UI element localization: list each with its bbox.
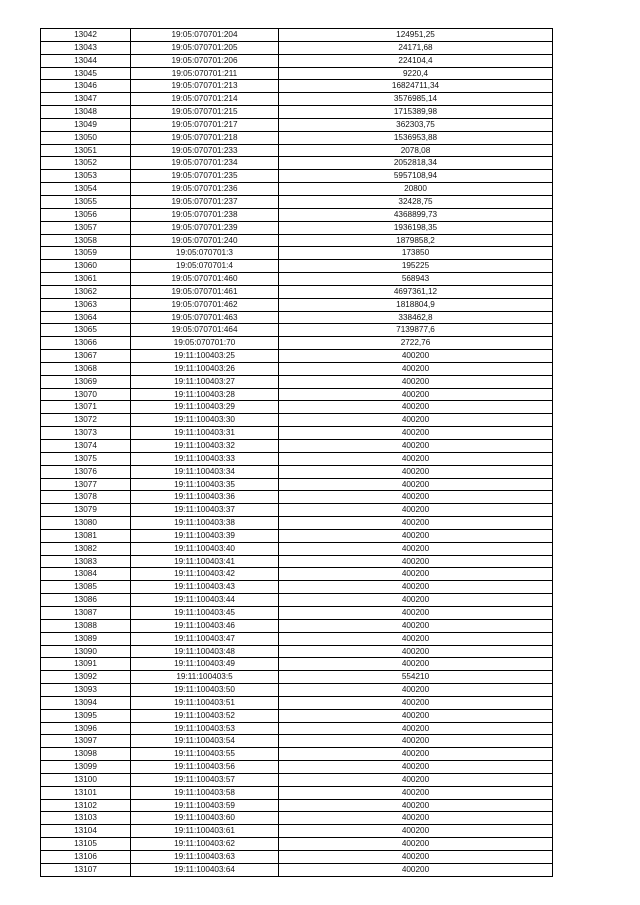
table-row [41, 838, 553, 851]
value-cell: 400200 [279, 838, 553, 851]
table-row [41, 517, 553, 530]
table-row [41, 183, 553, 196]
value-cell: 4368899,73 [279, 208, 553, 221]
value-cell: 400200 [279, 388, 553, 401]
cadastral-number-cell: 19:05:070701:205 [131, 41, 279, 54]
value-cell: 400200 [279, 851, 553, 864]
cadastral-number-cell: 19:11:100403:5 [131, 671, 279, 684]
table-row [41, 709, 553, 722]
table-row [41, 29, 553, 42]
cadastral-number-cell: 19:05:070701:70 [131, 337, 279, 350]
value-cell: 2078,08 [279, 144, 553, 157]
row-number-cell: 13058 [41, 234, 131, 247]
table-row [41, 285, 553, 298]
cadastral-number-cell: 19:05:070701:236 [131, 183, 279, 196]
row-number-cell: 13082 [41, 542, 131, 555]
cadastral-number-cell: 19:05:070701:217 [131, 118, 279, 131]
row-number-cell: 13051 [41, 144, 131, 157]
row-number-cell: 13096 [41, 722, 131, 735]
row-number-cell: 13076 [41, 465, 131, 478]
cadastral-number-cell: 19:11:100403:43 [131, 581, 279, 594]
table-row [41, 298, 553, 311]
value-cell: 400200 [279, 632, 553, 645]
table-row [41, 324, 553, 337]
table-row [41, 452, 553, 465]
value-cell: 400200 [279, 761, 553, 774]
cadastral-number-cell: 19:05:070701:206 [131, 54, 279, 67]
value-cell: 1715389,98 [279, 106, 553, 119]
cadastral-number-cell: 19:05:070701:464 [131, 324, 279, 337]
value-cell: 400200 [279, 581, 553, 594]
value-cell: 7139877,6 [279, 324, 553, 337]
cadastral-number-cell: 19:11:100403:58 [131, 786, 279, 799]
cadastral-number-cell: 19:11:100403:59 [131, 799, 279, 812]
cadastral-number-cell: 19:11:100403:57 [131, 773, 279, 786]
table-row [41, 812, 553, 825]
data-table [40, 28, 553, 877]
table-row [41, 594, 553, 607]
value-cell: 400200 [279, 517, 553, 530]
row-number-cell: 13081 [41, 529, 131, 542]
row-number-cell: 13086 [41, 594, 131, 607]
table-row [41, 260, 553, 273]
value-cell: 400200 [279, 812, 553, 825]
value-cell: 400200 [279, 863, 553, 876]
cadastral-number-cell: 19:11:100403:51 [131, 696, 279, 709]
value-cell: 16824711,34 [279, 80, 553, 93]
value-cell: 400200 [279, 440, 553, 453]
cadastral-number-cell: 19:05:070701:238 [131, 208, 279, 221]
table-row [41, 658, 553, 671]
row-number-cell: 13102 [41, 799, 131, 812]
value-cell: 24171,68 [279, 41, 553, 54]
row-number-cell: 13059 [41, 247, 131, 260]
table-row [41, 440, 553, 453]
cadastral-number-cell: 19:11:100403:38 [131, 517, 279, 530]
row-number-cell: 13103 [41, 812, 131, 825]
row-number-cell: 13099 [41, 761, 131, 774]
table-row [41, 93, 553, 106]
value-cell: 400200 [279, 401, 553, 414]
value-cell: 1536953,88 [279, 131, 553, 144]
row-number-cell: 13057 [41, 221, 131, 234]
table-row [41, 542, 553, 555]
cadastral-number-cell: 19:11:100403:45 [131, 606, 279, 619]
table-row [41, 491, 553, 504]
table-row [41, 350, 553, 363]
table-row [41, 851, 553, 864]
table-row [41, 401, 553, 414]
table-row [41, 568, 553, 581]
table-row [41, 80, 553, 93]
value-cell: 400200 [279, 735, 553, 748]
cadastral-number-cell: 19:05:070701:460 [131, 273, 279, 286]
cadastral-number-cell: 19:11:100403:64 [131, 863, 279, 876]
table-row [41, 337, 553, 350]
row-number-cell: 13083 [41, 555, 131, 568]
row-number-cell: 13064 [41, 311, 131, 324]
row-number-cell: 13062 [41, 285, 131, 298]
value-cell: 400200 [279, 606, 553, 619]
row-number-cell: 13104 [41, 825, 131, 838]
table-row [41, 478, 553, 491]
value-cell: 400200 [279, 414, 553, 427]
value-cell: 224104,4 [279, 54, 553, 67]
value-cell: 338462,8 [279, 311, 553, 324]
cadastral-number-cell: 19:11:100403:55 [131, 748, 279, 761]
cadastral-number-cell: 19:11:100403:28 [131, 388, 279, 401]
value-cell: 400200 [279, 568, 553, 581]
cadastral-number-cell: 19:11:100403:54 [131, 735, 279, 748]
cadastral-number-cell: 19:11:100403:42 [131, 568, 279, 581]
value-cell: 400200 [279, 542, 553, 555]
table-row [41, 696, 553, 709]
row-number-cell: 13061 [41, 273, 131, 286]
value-cell: 1936198,35 [279, 221, 553, 234]
value-cell: 362303,75 [279, 118, 553, 131]
value-cell: 3576985,14 [279, 93, 553, 106]
cadastral-number-cell: 19:11:100403:36 [131, 491, 279, 504]
value-cell: 400200 [279, 658, 553, 671]
table-row [41, 375, 553, 388]
table-row [41, 195, 553, 208]
cadastral-number-cell: 19:05:070701:204 [131, 29, 279, 42]
table-row [41, 799, 553, 812]
row-number-cell: 13060 [41, 260, 131, 273]
cadastral-number-cell: 19:11:100403:60 [131, 812, 279, 825]
row-number-cell: 13079 [41, 504, 131, 517]
table-row [41, 619, 553, 632]
table-row [41, 273, 553, 286]
value-cell: 32428,75 [279, 195, 553, 208]
row-number-cell: 13098 [41, 748, 131, 761]
table-row [41, 67, 553, 80]
cadastral-number-cell: 19:11:100403:50 [131, 684, 279, 697]
row-number-cell: 13063 [41, 298, 131, 311]
value-cell: 400200 [279, 645, 553, 658]
row-number-cell: 13047 [41, 93, 131, 106]
value-cell: 1818804,9 [279, 298, 553, 311]
cadastral-number-cell: 19:05:070701:233 [131, 144, 279, 157]
value-cell: 400200 [279, 799, 553, 812]
row-number-cell: 13050 [41, 131, 131, 144]
cadastral-number-cell: 19:11:100403:53 [131, 722, 279, 735]
row-number-cell: 13100 [41, 773, 131, 786]
value-cell: 400200 [279, 491, 553, 504]
value-cell: 1879858,2 [279, 234, 553, 247]
row-number-cell: 13044 [41, 54, 131, 67]
row-number-cell: 13088 [41, 619, 131, 632]
row-number-cell: 13068 [41, 362, 131, 375]
row-number-cell: 13073 [41, 427, 131, 440]
cadastral-number-cell: 19:11:100403:30 [131, 414, 279, 427]
value-cell: 400200 [279, 555, 553, 568]
value-cell: 400200 [279, 619, 553, 632]
value-cell: 4697361,12 [279, 285, 553, 298]
table-row [41, 606, 553, 619]
value-cell: 400200 [279, 594, 553, 607]
cadastral-number-cell: 19:11:100403:61 [131, 825, 279, 838]
value-cell: 400200 [279, 773, 553, 786]
row-number-cell: 13052 [41, 157, 131, 170]
value-cell: 400200 [279, 375, 553, 388]
table-row [41, 118, 553, 131]
table-row [41, 504, 553, 517]
table-row [41, 465, 553, 478]
cadastral-number-cell: 19:05:070701:234 [131, 157, 279, 170]
row-number-cell: 13046 [41, 80, 131, 93]
table-row [41, 388, 553, 401]
value-cell: 5957108,94 [279, 170, 553, 183]
value-cell: 400200 [279, 709, 553, 722]
cadastral-number-cell: 19:11:100403:34 [131, 465, 279, 478]
cadastral-number-cell: 19:11:100403:52 [131, 709, 279, 722]
row-number-cell: 13090 [41, 645, 131, 658]
table-row [41, 529, 553, 542]
cadastral-number-cell: 19:11:100403:40 [131, 542, 279, 555]
cadastral-number-cell: 19:11:100403:41 [131, 555, 279, 568]
value-cell: 400200 [279, 529, 553, 542]
table-row [41, 863, 553, 876]
cadastral-number-cell: 19:05:070701:214 [131, 93, 279, 106]
value-cell: 2052818,34 [279, 157, 553, 170]
table-row [41, 106, 553, 119]
table-row [41, 735, 553, 748]
table-row [41, 825, 553, 838]
cadastral-number-cell: 19:11:100403:27 [131, 375, 279, 388]
row-number-cell: 13097 [41, 735, 131, 748]
value-cell: 173850 [279, 247, 553, 260]
cadastral-number-cell: 19:05:070701:235 [131, 170, 279, 183]
table-row [41, 414, 553, 427]
value-cell: 400200 [279, 504, 553, 517]
table-row [41, 645, 553, 658]
row-number-cell: 13078 [41, 491, 131, 504]
value-cell: 400200 [279, 465, 553, 478]
row-number-cell: 13071 [41, 401, 131, 414]
cadastral-number-cell: 19:05:070701:463 [131, 311, 279, 324]
cadastral-number-cell: 19:11:100403:62 [131, 838, 279, 851]
row-number-cell: 13087 [41, 606, 131, 619]
row-number-cell: 13054 [41, 183, 131, 196]
table-row [41, 761, 553, 774]
cadastral-number-cell: 19:11:100403:29 [131, 401, 279, 414]
row-number-cell: 13055 [41, 195, 131, 208]
row-number-cell: 13107 [41, 863, 131, 876]
row-number-cell: 13043 [41, 41, 131, 54]
row-number-cell: 13053 [41, 170, 131, 183]
cadastral-number-cell: 19:11:100403:39 [131, 529, 279, 542]
row-number-cell: 13089 [41, 632, 131, 645]
cadastral-number-cell: 19:11:100403:37 [131, 504, 279, 517]
cadastral-number-cell: 19:05:070701:215 [131, 106, 279, 119]
row-number-cell: 13092 [41, 671, 131, 684]
row-number-cell: 13091 [41, 658, 131, 671]
cadastral-number-cell: 19:11:100403:25 [131, 350, 279, 363]
table-row [41, 247, 553, 260]
row-number-cell: 13048 [41, 106, 131, 119]
row-number-cell: 13056 [41, 208, 131, 221]
value-cell: 124951,25 [279, 29, 553, 42]
row-number-cell: 13049 [41, 118, 131, 131]
value-cell: 400200 [279, 786, 553, 799]
value-cell: 400200 [279, 684, 553, 697]
table-row [41, 208, 553, 221]
table-row [41, 221, 553, 234]
cadastral-number-cell: 19:05:070701:213 [131, 80, 279, 93]
cadastral-number-cell: 19:11:100403:26 [131, 362, 279, 375]
table-row [41, 427, 553, 440]
row-number-cell: 13070 [41, 388, 131, 401]
value-cell: 2722,76 [279, 337, 553, 350]
row-number-cell: 13067 [41, 350, 131, 363]
table-row [41, 786, 553, 799]
table-row [41, 555, 553, 568]
table-row [41, 157, 553, 170]
table-body [41, 29, 553, 877]
row-number-cell: 13065 [41, 324, 131, 337]
table-row [41, 131, 553, 144]
row-number-cell: 13084 [41, 568, 131, 581]
table-row [41, 234, 553, 247]
table-row [41, 722, 553, 735]
cadastral-number-cell: 19:11:100403:48 [131, 645, 279, 658]
table-row [41, 748, 553, 761]
cadastral-number-cell: 19:05:070701:237 [131, 195, 279, 208]
value-cell: 554210 [279, 671, 553, 684]
cadastral-number-cell: 19:11:100403:31 [131, 427, 279, 440]
cadastral-number-cell: 19:05:070701:218 [131, 131, 279, 144]
cadastral-number-cell: 19:05:070701:239 [131, 221, 279, 234]
table-row [41, 632, 553, 645]
value-cell: 400200 [279, 362, 553, 375]
row-number-cell: 13074 [41, 440, 131, 453]
value-cell: 568943 [279, 273, 553, 286]
row-number-cell: 13106 [41, 851, 131, 864]
row-number-cell: 13045 [41, 67, 131, 80]
row-number-cell: 13066 [41, 337, 131, 350]
row-number-cell: 13080 [41, 517, 131, 530]
value-cell: 400200 [279, 748, 553, 761]
value-cell: 400200 [279, 452, 553, 465]
table-row [41, 684, 553, 697]
row-number-cell: 13072 [41, 414, 131, 427]
table-row [41, 311, 553, 324]
cadastral-number-cell: 19:05:070701:4 [131, 260, 279, 273]
cadastral-number-cell: 19:11:100403:63 [131, 851, 279, 864]
cadastral-number-cell: 19:11:100403:56 [131, 761, 279, 774]
row-number-cell: 13075 [41, 452, 131, 465]
value-cell: 400200 [279, 825, 553, 838]
table-row [41, 144, 553, 157]
cadastral-number-cell: 19:11:100403:35 [131, 478, 279, 491]
value-cell: 400200 [279, 350, 553, 363]
cadastral-number-cell: 19:11:100403:32 [131, 440, 279, 453]
row-number-cell: 13069 [41, 375, 131, 388]
table-row [41, 581, 553, 594]
row-number-cell: 13095 [41, 709, 131, 722]
value-cell: 20800 [279, 183, 553, 196]
cadastral-number-cell: 19:11:100403:46 [131, 619, 279, 632]
table-row [41, 362, 553, 375]
cadastral-number-cell: 19:11:100403:44 [131, 594, 279, 607]
row-number-cell: 13094 [41, 696, 131, 709]
cadastral-number-cell: 19:05:070701:240 [131, 234, 279, 247]
table-row [41, 41, 553, 54]
row-number-cell: 13077 [41, 478, 131, 491]
row-number-cell: 13085 [41, 581, 131, 594]
cadastral-number-cell: 19:05:070701:211 [131, 67, 279, 80]
row-number-cell: 13101 [41, 786, 131, 799]
table-row [41, 54, 553, 67]
value-cell: 400200 [279, 478, 553, 491]
row-number-cell: 13105 [41, 838, 131, 851]
value-cell: 400200 [279, 696, 553, 709]
value-cell: 400200 [279, 722, 553, 735]
cadastral-number-cell: 19:05:070701:461 [131, 285, 279, 298]
table-row [41, 671, 553, 684]
cadastral-number-cell: 19:11:100403:33 [131, 452, 279, 465]
row-number-cell: 13042 [41, 29, 131, 42]
cadastral-number-cell: 19:11:100403:49 [131, 658, 279, 671]
value-cell: 400200 [279, 427, 553, 440]
row-number-cell: 13093 [41, 684, 131, 697]
value-cell: 9220,4 [279, 67, 553, 80]
value-cell: 195225 [279, 260, 553, 273]
table-row [41, 773, 553, 786]
cadastral-number-cell: 19:11:100403:47 [131, 632, 279, 645]
cadastral-number-cell: 19:05:070701:462 [131, 298, 279, 311]
cadastral-number-cell: 19:05:070701:3 [131, 247, 279, 260]
table-row [41, 170, 553, 183]
